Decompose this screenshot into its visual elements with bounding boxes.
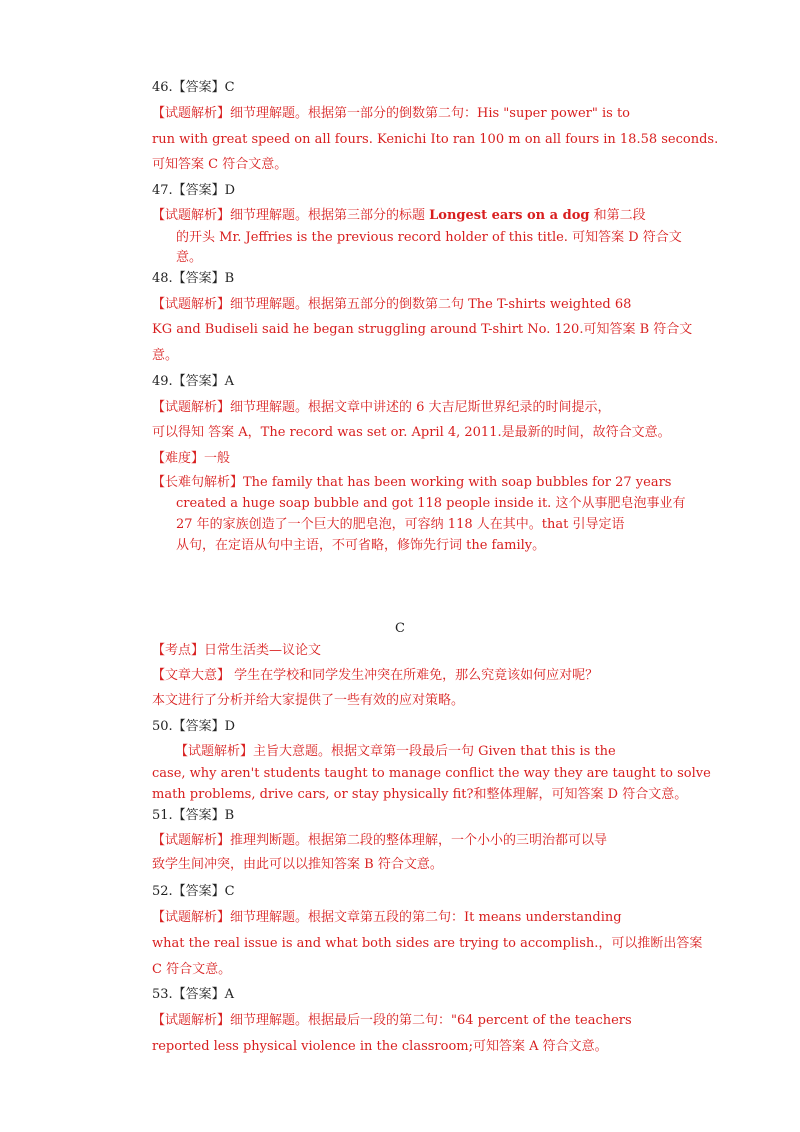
- answer-52: 52.【答案】C: [152, 884, 235, 899]
- analysis-48-line-1: 【试题解析】细节理解题。根据第五部分的倒数第二句 The T-shirts weighted 68: [152, 297, 632, 312]
- answer-49: 49.【答案】A: [152, 374, 235, 389]
- analysis-51-line-1: 【试题解析】推理判断题。根据第二段的整体理解，一个小小的三明治都可以导: [152, 833, 608, 848]
- analysis-49-line-2: 可以得知 答案 A，The record was set or. April 4, 2011.是最新的时间，故符合文意。: [152, 425, 671, 440]
- analysis-48-line-3: 意。: [152, 348, 179, 363]
- analysis-47-line-2: 的开头 Mr. Jeffries is the previous record holder of this title. 可知答案 D 符合文: [176, 230, 682, 245]
- analysis-53-line-1: 【试题解析】细节理解题。根据最后一段的第二句："64 percent of the teachers: [152, 1013, 632, 1028]
- analysis-46-line-3: 可知答案 C 符合文意。: [152, 157, 288, 172]
- section-heading: C: [395, 621, 405, 636]
- long-sentence-line-2: created a huge soap bubble and got 118 people inside it. 这个从事肥皂泡事业有: [176, 496, 686, 511]
- analysis-47-text-a: 【试题解析】细节理解题。根据第三部分的标题: [152, 208, 430, 223]
- analysis-46-line-2: run with great speed on all fours. Kenichi Ito ran 100 m on all fours in 18.58 seconds.: [152, 132, 719, 147]
- analysis-47-bold-title: Longest ears on a dog: [429, 208, 590, 223]
- analysis-52-line-3: C 符合文意。: [152, 962, 232, 977]
- answer-50: 50.【答案】D: [152, 719, 236, 734]
- difficulty: 【难度】一般: [152, 451, 231, 466]
- answer-48: 48.【答案】B: [152, 271, 235, 286]
- analysis-52-line-1: 【试题解析】细节理解题。根据文章第五段的第二句：It means understanding: [152, 910, 622, 925]
- analysis-47-text-b: 和第二段: [589, 208, 646, 223]
- analysis-47-line-3: 意。: [176, 250, 203, 265]
- kaodian: 【考点】日常生活类—议论文: [152, 643, 322, 658]
- analysis-52-line-2: what the real issue is and what both sides are trying to accomplish.，可以推断出答案: [152, 936, 703, 951]
- article-summary-line-1: 【文章大意】 学生在学校和同学发生冲突在所难免，那么究竟该如何应对呢？: [152, 668, 599, 683]
- long-sentence-line-4: 从句，在定语从句中主语，不可省略，修饰先行词 the family。: [176, 538, 546, 553]
- answer-46: 46.【答案】C: [152, 80, 235, 95]
- analysis-49-line-1: 【试题解析】细节理解题。根据文章中讲述的 6 大吉尼斯世界纪录的时间提示，: [152, 400, 611, 415]
- answer-47: 47.【答案】D: [152, 183, 236, 198]
- analysis-46-line-1: 【试题解析】细节理解题。根据第一部分的倒数第二句：His "super power" is to: [152, 106, 630, 121]
- long-sentence-line-3: 27 年的家族创造了一个巨大的肥皂泡，可容纳 118 人在其中。that 引导定语: [176, 517, 625, 532]
- long-sentence-line-1: 【长难句解析】The family that has been working with soap bubbles for 27 years: [152, 475, 672, 490]
- analysis-50-line-3: math problems, drive cars, or stay physically fit?和整体理解，可知答案 D 符合文意。: [152, 787, 688, 802]
- answer-51: 51.【答案】B: [152, 808, 235, 823]
- analysis-50-line-2: case, why aren't students taught to manage conflict the way they are taught to solve: [152, 766, 711, 781]
- answer-53: 53.【答案】A: [152, 987, 235, 1002]
- analysis-50-line-1: 【试题解析】主旨大意题。根据文章第一段最后一句 Given that this is the: [175, 744, 616, 759]
- analysis-47-line-1: [152, 209, 646, 222]
- article-summary-line-2: 本文进行了分析并给大家提供了一些有效的应对策略。: [152, 693, 465, 708]
- analysis-53-line-2: reported less physical violence in the classroom;可知答案 A 符合文意。: [152, 1039, 608, 1054]
- analysis-48-line-2: KG and Budiseli said he began struggling around T-shirt No. 120.可知答案 B 符合文: [152, 322, 693, 337]
- analysis-51-line-2: 致学生间冲突，由此可以以推知答案 B 符合文意。: [152, 857, 443, 872]
